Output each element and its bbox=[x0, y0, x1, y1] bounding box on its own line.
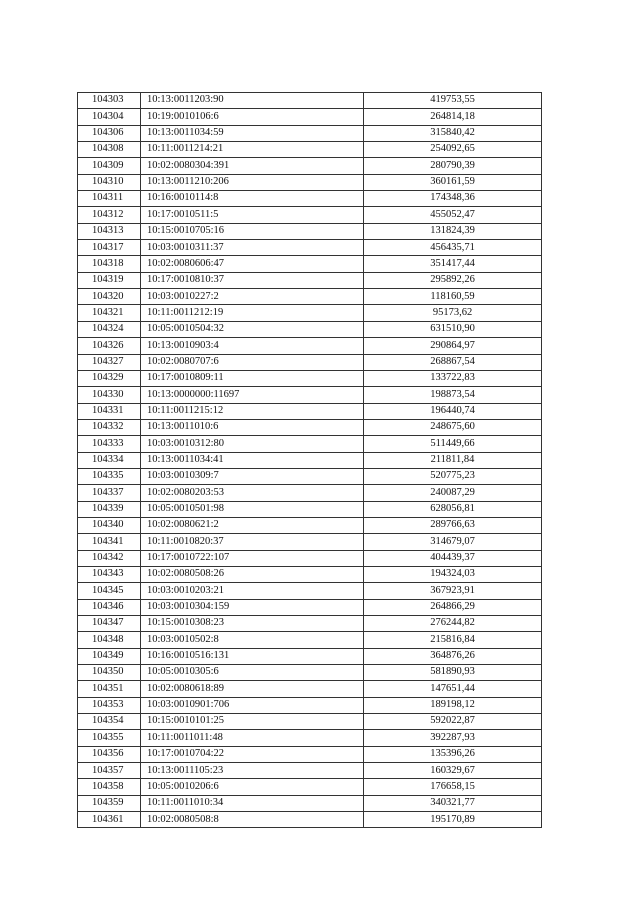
amount-cell: 160329,67 bbox=[364, 763, 542, 779]
amount-cell: 340321,77 bbox=[364, 795, 542, 811]
cadastral-number-cell: 10:03:0010312:80 bbox=[141, 436, 364, 452]
table-row bbox=[78, 109, 542, 125]
amount-cell: 592022,87 bbox=[364, 714, 542, 730]
record-number-cell: 104306 bbox=[78, 125, 141, 141]
table-row bbox=[78, 714, 542, 730]
table-row bbox=[78, 763, 542, 779]
table-row bbox=[78, 746, 542, 762]
table-row bbox=[78, 256, 542, 272]
record-number-cell: 104345 bbox=[78, 583, 141, 599]
amount-cell: 131824,39 bbox=[364, 223, 542, 239]
record-number-cell: 104311 bbox=[78, 191, 141, 207]
amount-cell: 520775,23 bbox=[364, 468, 542, 484]
cadastral-number-cell: 10:11:0010820:37 bbox=[141, 534, 364, 550]
record-number-cell: 104310 bbox=[78, 174, 141, 190]
record-number-cell: 104341 bbox=[78, 534, 141, 550]
cadastral-number-cell: 10:17:0010810:37 bbox=[141, 272, 364, 288]
cadastral-number-cell: 10:13:0000000:11697 bbox=[141, 387, 364, 403]
amount-cell: 419753,55 bbox=[364, 93, 542, 109]
table-row bbox=[78, 223, 542, 239]
record-number-cell: 104348 bbox=[78, 632, 141, 648]
amount-cell: 95173,62 bbox=[364, 305, 542, 321]
record-number-cell: 104313 bbox=[78, 223, 141, 239]
amount-cell: 581890,93 bbox=[364, 665, 542, 681]
table-row bbox=[78, 599, 542, 615]
amount-cell: 135396,26 bbox=[364, 746, 542, 762]
cadastral-number-cell: 10:03:0010227:2 bbox=[141, 289, 364, 305]
amount-cell: 511449,66 bbox=[364, 436, 542, 452]
amount-cell: 276244,82 bbox=[364, 616, 542, 632]
record-number-cell: 104327 bbox=[78, 354, 141, 370]
cadastral-number-cell: 10:17:0010722:107 bbox=[141, 550, 364, 566]
record-number-cell: 104357 bbox=[78, 763, 141, 779]
amount-cell: 315840,42 bbox=[364, 125, 542, 141]
record-number-cell: 104333 bbox=[78, 436, 141, 452]
amount-cell: 268867,54 bbox=[364, 354, 542, 370]
record-number-cell: 104353 bbox=[78, 697, 141, 713]
table-row bbox=[78, 289, 542, 305]
cadastral-number-cell: 10:11:0011214:21 bbox=[141, 142, 364, 158]
amount-cell: 360161,59 bbox=[364, 174, 542, 190]
table-row bbox=[78, 387, 542, 403]
record-number-cell: 104347 bbox=[78, 616, 141, 632]
table-row bbox=[78, 583, 542, 599]
cadastral-number-cell: 10:19:0010106:6 bbox=[141, 109, 364, 125]
table-row bbox=[78, 419, 542, 435]
cadastral-number-cell: 10:13:0011203:90 bbox=[141, 93, 364, 109]
amount-cell: 198873,54 bbox=[364, 387, 542, 403]
cadastral-number-cell: 10:11:0011010:34 bbox=[141, 795, 364, 811]
record-number-cell: 104331 bbox=[78, 403, 141, 419]
amount-cell: 118160,59 bbox=[364, 289, 542, 305]
table-row bbox=[78, 468, 542, 484]
amount-cell: 289766,63 bbox=[364, 517, 542, 533]
cadastral-number-cell: 10:02:0080203:53 bbox=[141, 485, 364, 501]
cadastral-number-cell: 10:03:0010311:37 bbox=[141, 240, 364, 256]
cadastral-number-cell: 10:16:0010516:131 bbox=[141, 648, 364, 664]
cadastral-number-cell: 10:17:0010809:11 bbox=[141, 370, 364, 386]
amount-cell: 264814,18 bbox=[364, 109, 542, 125]
amount-cell: 196440,74 bbox=[364, 403, 542, 419]
record-number-cell: 104309 bbox=[78, 158, 141, 174]
amount-cell: 215816,84 bbox=[364, 632, 542, 648]
table-row bbox=[78, 125, 542, 141]
cadastral-number-cell: 10:02:0080606:47 bbox=[141, 256, 364, 272]
cadastral-number-cell: 10:13:0011105:23 bbox=[141, 763, 364, 779]
record-number-cell: 104349 bbox=[78, 648, 141, 664]
cadastral-number-cell: 10:15:0010101:25 bbox=[141, 714, 364, 730]
table-row bbox=[78, 812, 542, 828]
record-number-cell: 104354 bbox=[78, 714, 141, 730]
record-number-cell: 104335 bbox=[78, 468, 141, 484]
amount-cell: 240087,29 bbox=[364, 485, 542, 501]
table-row bbox=[78, 272, 542, 288]
table-row bbox=[78, 779, 542, 795]
record-number-cell: 104340 bbox=[78, 517, 141, 533]
amount-cell: 367923,91 bbox=[364, 583, 542, 599]
amount-cell: 147651,44 bbox=[364, 681, 542, 697]
amount-cell: 455052,47 bbox=[364, 207, 542, 223]
cadastral-number-cell: 10:03:0010304:159 bbox=[141, 599, 364, 615]
table-body bbox=[78, 93, 542, 828]
cadastral-number-cell: 10:13:0011210:206 bbox=[141, 174, 364, 190]
cadastral-number-cell: 10:13:0011010:6 bbox=[141, 419, 364, 435]
cadastral-number-cell: 10:11:0011212:19 bbox=[141, 305, 364, 321]
table-row bbox=[78, 93, 542, 109]
cadastral-number-cell: 10:03:0010901:706 bbox=[141, 697, 364, 713]
cadastral-number-cell: 10:13:0011034:59 bbox=[141, 125, 364, 141]
cadastral-number-cell: 10:03:0010502:8 bbox=[141, 632, 364, 648]
record-number-cell: 104350 bbox=[78, 665, 141, 681]
table-row bbox=[78, 338, 542, 354]
record-number-cell: 104332 bbox=[78, 419, 141, 435]
record-number-cell: 104326 bbox=[78, 338, 141, 354]
amount-cell: 189198,12 bbox=[364, 697, 542, 713]
table-row bbox=[78, 648, 542, 664]
record-number-cell: 104342 bbox=[78, 550, 141, 566]
record-number-cell: 104359 bbox=[78, 795, 141, 811]
amount-cell: 264866,29 bbox=[364, 599, 542, 615]
amount-cell: 194324,03 bbox=[364, 566, 542, 582]
table-row bbox=[78, 517, 542, 533]
record-number-cell: 104324 bbox=[78, 321, 141, 337]
cadastral-number-cell: 10:03:0010203:21 bbox=[141, 583, 364, 599]
cadastral-number-cell: 10:11:0011215:12 bbox=[141, 403, 364, 419]
amount-cell: 392287,93 bbox=[364, 730, 542, 746]
record-number-cell: 104346 bbox=[78, 599, 141, 615]
record-number-cell: 104312 bbox=[78, 207, 141, 223]
table-row bbox=[78, 534, 542, 550]
table-row bbox=[78, 174, 542, 190]
cadastral-number-cell: 10:05:0010501:98 bbox=[141, 501, 364, 517]
amount-cell: 248675,60 bbox=[364, 419, 542, 435]
record-number-cell: 104318 bbox=[78, 256, 141, 272]
record-number-cell: 104361 bbox=[78, 812, 141, 828]
table-row bbox=[78, 681, 542, 697]
cadastral-number-cell: 10:02:0080618:89 bbox=[141, 681, 364, 697]
table-row bbox=[78, 207, 542, 223]
record-number-cell: 104337 bbox=[78, 485, 141, 501]
amount-cell: 295892,26 bbox=[364, 272, 542, 288]
amount-cell: 631510,90 bbox=[364, 321, 542, 337]
record-number-cell: 104304 bbox=[78, 109, 141, 125]
amount-cell: 314679,07 bbox=[364, 534, 542, 550]
cadastral-number-cell: 10:03:0010309:7 bbox=[141, 468, 364, 484]
table-row bbox=[78, 485, 542, 501]
record-number-cell: 104351 bbox=[78, 681, 141, 697]
record-number-cell: 104355 bbox=[78, 730, 141, 746]
table-row bbox=[78, 616, 542, 632]
record-number-cell: 104339 bbox=[78, 501, 141, 517]
amount-cell: 195170,89 bbox=[364, 812, 542, 828]
record-number-cell: 104303 bbox=[78, 93, 141, 109]
record-number-cell: 104334 bbox=[78, 452, 141, 468]
cadastral-number-cell: 10:17:0010511:5 bbox=[141, 207, 364, 223]
table-row bbox=[78, 665, 542, 681]
amount-cell: 280790,39 bbox=[364, 158, 542, 174]
cadastral-number-cell: 10:13:0010903:4 bbox=[141, 338, 364, 354]
record-number-cell: 104319 bbox=[78, 272, 141, 288]
amount-cell: 404439,37 bbox=[364, 550, 542, 566]
table-row bbox=[78, 632, 542, 648]
cadastral-number-cell: 10:15:0010705:16 bbox=[141, 223, 364, 239]
table-row bbox=[78, 142, 542, 158]
table-row bbox=[78, 191, 542, 207]
amount-cell: 174348,36 bbox=[364, 191, 542, 207]
amount-cell: 364876,26 bbox=[364, 648, 542, 664]
table-row bbox=[78, 240, 542, 256]
cadastral-number-cell: 10:02:0080508:8 bbox=[141, 812, 364, 828]
record-number-cell: 104330 bbox=[78, 387, 141, 403]
cadastral-number-cell: 10:17:0010704:22 bbox=[141, 746, 364, 762]
amount-cell: 351417,44 bbox=[364, 256, 542, 272]
cadastral-number-cell: 10:15:0010308:23 bbox=[141, 616, 364, 632]
parcel-value-table bbox=[77, 92, 542, 828]
amount-cell: 133722,83 bbox=[364, 370, 542, 386]
table-row bbox=[78, 501, 542, 517]
amount-cell: 254092,65 bbox=[364, 142, 542, 158]
record-number-cell: 104329 bbox=[78, 370, 141, 386]
record-number-cell: 104358 bbox=[78, 779, 141, 795]
table-row bbox=[78, 305, 542, 321]
record-number-cell: 104343 bbox=[78, 566, 141, 582]
cadastral-number-cell: 10:13:0011034:41 bbox=[141, 452, 364, 468]
record-number-cell: 104356 bbox=[78, 746, 141, 762]
cadastral-number-cell: 10:05:0010206:6 bbox=[141, 779, 364, 795]
table-row bbox=[78, 321, 542, 337]
cadastral-number-cell: 10:05:0010504:32 bbox=[141, 321, 364, 337]
table-row bbox=[78, 550, 542, 566]
table-row bbox=[78, 158, 542, 174]
record-number-cell: 104321 bbox=[78, 305, 141, 321]
cadastral-number-cell: 10:05:0010305:6 bbox=[141, 665, 364, 681]
amount-cell: 456435,71 bbox=[364, 240, 542, 256]
amount-cell: 290864,97 bbox=[364, 338, 542, 354]
cadastral-number-cell: 10:16:0010114:8 bbox=[141, 191, 364, 207]
table-row bbox=[78, 730, 542, 746]
table-row bbox=[78, 370, 542, 386]
table-row bbox=[78, 795, 542, 811]
amount-cell: 628056,81 bbox=[364, 501, 542, 517]
record-number-cell: 104317 bbox=[78, 240, 141, 256]
cadastral-number-cell: 10:11:0011011:48 bbox=[141, 730, 364, 746]
cadastral-number-cell: 10:02:0080304:391 bbox=[141, 158, 364, 174]
amount-cell: 211811,84 bbox=[364, 452, 542, 468]
table-row bbox=[78, 452, 542, 468]
record-number-cell: 104320 bbox=[78, 289, 141, 305]
table-row bbox=[78, 697, 542, 713]
record-number-cell: 104308 bbox=[78, 142, 141, 158]
table-row bbox=[78, 403, 542, 419]
amount-cell: 176658,15 bbox=[364, 779, 542, 795]
table-row bbox=[78, 354, 542, 370]
cadastral-number-cell: 10:02:0080707:6 bbox=[141, 354, 364, 370]
cadastral-number-cell: 10:02:0080508:26 bbox=[141, 566, 364, 582]
table-row bbox=[78, 566, 542, 582]
cadastral-number-cell: 10:02:0080621:2 bbox=[141, 517, 364, 533]
table-row bbox=[78, 436, 542, 452]
